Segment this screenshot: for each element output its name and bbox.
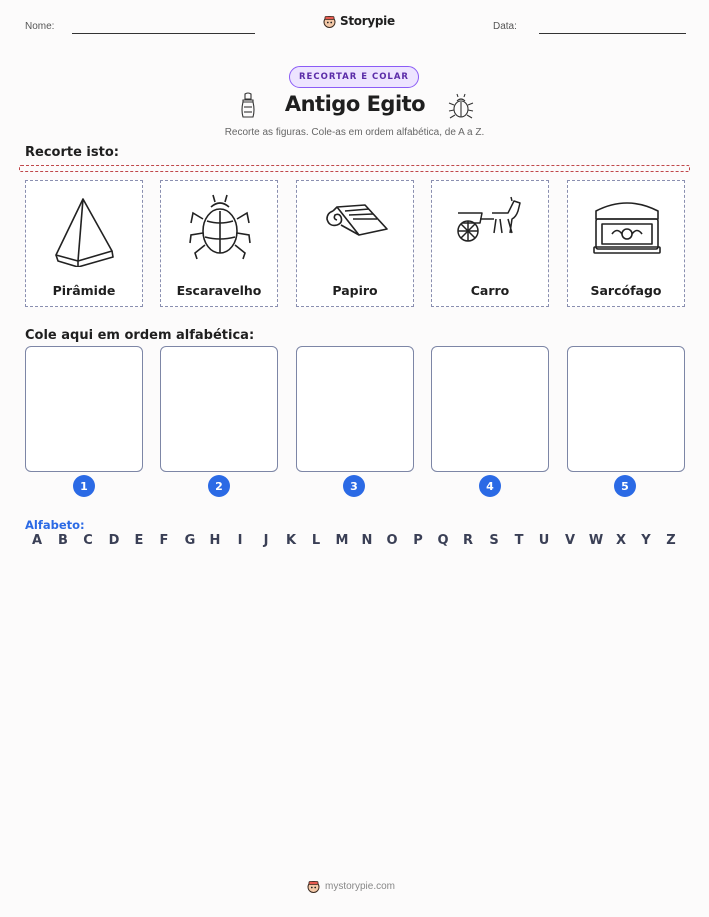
cut-card-papyrus[interactable] <box>296 180 414 307</box>
pyramid-icon <box>50 189 120 267</box>
brand-name: Storypie <box>340 14 395 28</box>
alphabet-letter: Y <box>641 533 651 548</box>
cut-card-chariot[interactable] <box>431 180 549 307</box>
alphabet-letter: H <box>209 533 221 548</box>
alphabet-letter: J <box>263 533 269 548</box>
alphabet-letter: C <box>83 533 93 548</box>
paste-slot-1[interactable] <box>25 346 143 472</box>
paste-slot-4[interactable] <box>431 346 549 472</box>
name-label: Nome: <box>25 21 55 32</box>
alphabet-letter: N <box>361 533 373 548</box>
card-label: Sarcófago <box>590 283 662 298</box>
scarab-title-icon <box>448 92 474 120</box>
instructions: Recorte as figuras. Cole-as em ordem alfabética, de A a Z. <box>224 127 485 138</box>
paste-slot-2[interactable] <box>160 346 278 472</box>
alphabet-letter: V <box>564 533 576 548</box>
alphabet-letter: G <box>184 533 196 548</box>
cut-card-pyramid[interactable] <box>25 180 143 307</box>
alphabet-letter: D <box>108 533 120 548</box>
cut-line <box>19 165 690 172</box>
alphabet-letter: K <box>285 533 297 548</box>
alphabet-letter: F <box>159 533 169 548</box>
slot-number: 4 <box>479 475 501 497</box>
scarab-icon <box>185 189 255 267</box>
slot-number: 2 <box>208 475 230 497</box>
canopic-jar-icon <box>238 92 258 120</box>
alphabet-letter: L <box>311 533 321 548</box>
date-line[interactable] <box>539 33 686 34</box>
alphabet-letter: M <box>335 533 349 548</box>
chariot-icon <box>454 189 524 267</box>
alphabet-label: Alfabeto: <box>25 518 85 532</box>
page-title: Antigo Egito <box>284 92 426 116</box>
card-label: Carro <box>470 283 510 298</box>
alphabet-letter: U <box>538 533 550 548</box>
paste-slot-5[interactable] <box>567 346 685 472</box>
alphabet-letter: P <box>413 533 423 548</box>
alphabet-row <box>0 533 709 551</box>
storypie-mascot-icon <box>307 880 320 893</box>
card-label: Pirâmide <box>52 283 116 298</box>
alphabet-letter: R <box>462 533 473 548</box>
slot-number: 3 <box>343 475 365 497</box>
alphabet-letter: W <box>588 533 604 548</box>
footer <box>307 880 395 893</box>
papyrus-scroll-icon <box>321 189 391 267</box>
card-label: Escaravelho <box>176 283 262 298</box>
sarcophagus-chest-icon <box>592 189 662 267</box>
alphabet-letter: S <box>489 533 499 548</box>
cut-card-sarcophagus[interactable] <box>567 180 685 307</box>
paste-section-label: Cole aqui em ordem alfabética: <box>25 328 255 343</box>
paste-slot-3[interactable] <box>296 346 414 472</box>
activity-badge: RECORTAR E COLAR <box>289 66 419 88</box>
alphabet-letter: O <box>386 533 398 548</box>
card-label: Papiro <box>332 283 378 298</box>
slot-number: 5 <box>614 475 636 497</box>
cut-section-label: Recorte isto: <box>25 145 119 160</box>
brand-logo <box>323 14 395 28</box>
alphabet-letter: T <box>514 533 524 548</box>
alphabet-letter: X <box>615 533 627 548</box>
cut-card-scarab[interactable] <box>160 180 278 307</box>
alphabet-letter: Z <box>666 533 676 548</box>
alphabet-letter: I <box>237 533 243 548</box>
storypie-mascot-icon <box>323 15 336 28</box>
name-line[interactable] <box>72 33 255 34</box>
alphabet-letter: E <box>134 533 144 548</box>
footer-site[interactable]: mystorypie.com <box>325 881 396 892</box>
alphabet-letter: B <box>58 533 68 548</box>
alphabet-letter: Q <box>437 533 449 548</box>
date-label: Data: <box>493 21 517 32</box>
slot-number: 1 <box>73 475 95 497</box>
alphabet-letter: A <box>31 533 43 548</box>
